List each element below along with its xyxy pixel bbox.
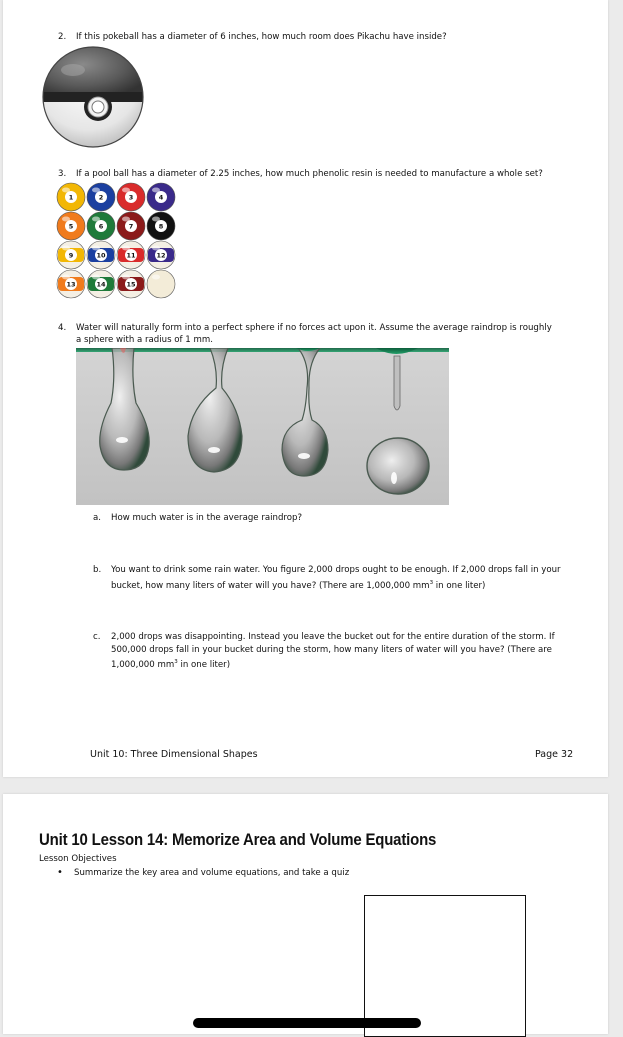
pool-ball-number: 12 (156, 251, 166, 260)
subquestion-label: a. (93, 513, 101, 523)
question-number: 3. (58, 169, 67, 179)
lesson-title: Unit 10 Lesson 14: Memorize Area and Volume Equations (39, 830, 437, 849)
pool-ball-10 (87, 241, 115, 269)
cue-ball (147, 270, 175, 298)
worksheet-page-32 (3, 0, 608, 777)
pool-ball-number: 11 (126, 251, 136, 260)
pool-ball-number: 3 (128, 193, 134, 202)
answer-box (364, 895, 526, 1037)
pool-ball-number: 9 (68, 251, 74, 260)
subquestion-text: 2,000 drops was disappointing. Instead you leave the bucket out for the entire duration of the storm. If 500,000 drops fall in your bucket during the storm, how many liters of water will you have? (There are 1,000,000 $mm^3$ in one liter) (111, 632, 555, 670)
pool-ball-number: 15 (126, 280, 136, 289)
footer-unit-title: Unit 10: Three Dimensional Shapes (90, 749, 258, 760)
question-number: 4. (58, 323, 67, 333)
subquestion-label: b. (93, 565, 102, 575)
objectives-label: Lesson Objectives (39, 854, 117, 864)
pool-ball-number: 2 (98, 193, 104, 202)
question-text: If a pool ball has a diameter of 2.25 inches, how much phenolic resin is needed to manufacture a whole set? (76, 169, 543, 179)
pool-ball-5 (57, 212, 85, 240)
pool-ball-number: 13 (66, 280, 76, 289)
pool-ball-7 (117, 212, 145, 240)
subquestion-text: You want to drink some rain water. You figure 2,000 drops ought to be enough. If 2,000 drops fall in your bucket, how many liters of water will you have? (There are 1,000,000 $mm^3$ in one liter) (111, 565, 561, 591)
pool-ball-15 (117, 270, 145, 298)
pool-ball-13 (57, 270, 85, 298)
worksheet-page-33 (3, 794, 608, 1034)
pool-ball-number: 6 (98, 222, 104, 231)
pool-ball-number: 10 (96, 251, 106, 260)
subquestion-text: How much water is in the average raindrop? (111, 513, 303, 523)
pool-ball-number: 1 (68, 193, 74, 202)
pool-ball-9 (57, 241, 85, 269)
pool-ball-6 (87, 212, 115, 240)
pool-ball-2 (87, 183, 115, 211)
pool-ball-11 (117, 241, 145, 269)
pool-ball-number: 8 (158, 222, 164, 231)
question-number: 2. (58, 32, 67, 42)
pool-ball-4 (147, 183, 175, 211)
pool-ball-12 (147, 241, 175, 269)
pokeball-image (41, 45, 145, 149)
question-text-line-1: Water will naturally form into a perfect sphere if no forces act upon it. Assume the average raindrop is roughly (76, 323, 552, 333)
pool-ball-number: 14 (96, 280, 106, 289)
pool-ball-14 (87, 270, 115, 298)
raindrops-image (76, 348, 449, 505)
subquestion-label: c. (93, 632, 101, 642)
pool-ball-1 (57, 183, 85, 211)
pool-ball-number: 5 (68, 222, 74, 231)
pool-ball-8 (147, 212, 175, 240)
bullet-icon: • (57, 867, 63, 878)
objective-text: Summarize the key area and volume equations, and take a quiz (74, 868, 350, 878)
pool-balls-image (55, 181, 187, 299)
question-text: If this pokeball has a diameter of 6 inches, how much room does Pikachu have inside? (76, 32, 447, 42)
footer-page-number: Page 32 (535, 749, 574, 760)
pool-ball-3 (117, 183, 145, 211)
pool-ball-number: 7 (128, 222, 134, 231)
home-indicator-bar[interactable] (193, 1018, 421, 1028)
question-text-line-2: a sphere with a radius of 1 mm. (76, 335, 213, 345)
pool-ball-number: 4 (158, 193, 164, 202)
